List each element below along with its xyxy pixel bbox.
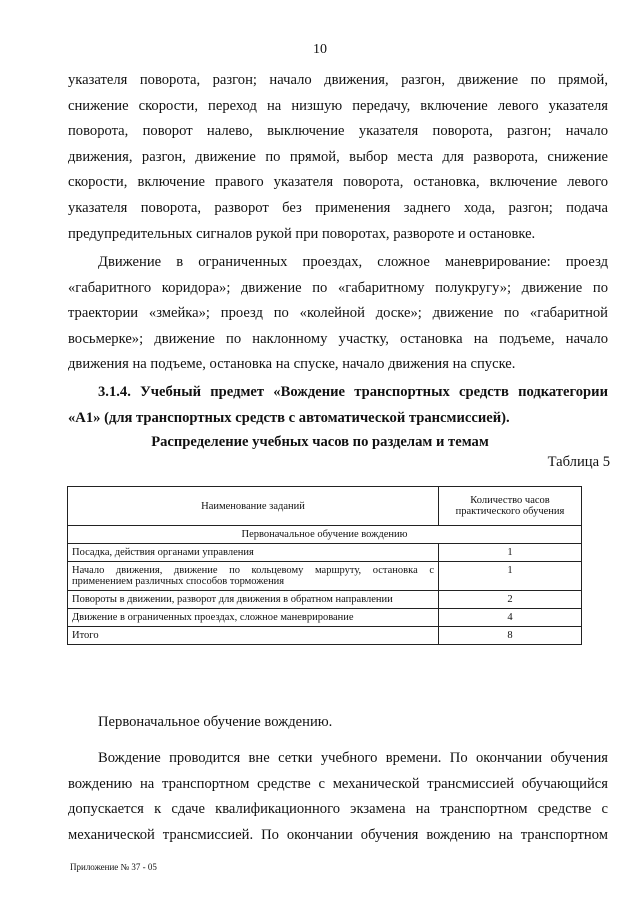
text-line: скорости, включение правого указателя поворота, остановка, включение левого bbox=[68, 174, 608, 191]
table-row bbox=[68, 609, 582, 627]
table-header-row bbox=[68, 487, 582, 526]
text-line: поворота, поворот налево, выключение указателя поворота, разгон; начало bbox=[68, 123, 608, 140]
table-caption: Таблица 5 bbox=[547, 454, 610, 470]
text-line: указателя поворота, разворот без применения заднего хода, разгон; подача bbox=[68, 199, 608, 216]
task-name: Движение в ограниченных проездах, сложное маневрирование bbox=[68, 609, 439, 627]
footer-appendix: Приложение № 37 - 05 bbox=[70, 862, 157, 872]
text-line: траектории «змейка»; проезд по «колейной доске»; движение по «габаритной bbox=[68, 305, 608, 322]
header-task-name: Наименование заданий bbox=[68, 487, 439, 526]
task-hours: 1 bbox=[439, 562, 582, 591]
task-hours: 1 bbox=[439, 544, 582, 562]
paragraph-driving-time bbox=[68, 746, 608, 848]
heading-line: «А1» (для транспортных средств с автоматической трансмиссией). bbox=[68, 409, 510, 426]
task-name: Начало движения, движение по кольцевому маршруту, остановка с применением различных способов торможения bbox=[68, 562, 439, 591]
text-line: снижение скорости, переход на низшую передачу, включение левого указателя bbox=[68, 97, 608, 114]
table-row bbox=[68, 544, 582, 562]
task-name: Посадка, действия органами управления bbox=[68, 544, 439, 562]
text-line: восьмерке»; движение по наклонному участку, остановка на подъеме, начало bbox=[68, 330, 608, 347]
table-total-row bbox=[68, 627, 582, 645]
hours-table bbox=[67, 486, 582, 645]
table-row bbox=[68, 591, 582, 609]
subheading-text: Первоначальное обучение вождению. bbox=[98, 714, 333, 730]
text-line: «габаритного коридора»; движение по «габаритному полукругу»; движение по bbox=[68, 279, 608, 296]
paragraph-restricted-driving bbox=[68, 250, 608, 378]
task-hours: 2 bbox=[439, 591, 582, 609]
text-line: указателя поворота, разгон; начало движения, разгон, движение по прямой, bbox=[68, 72, 608, 88]
page-number: 10 bbox=[313, 42, 327, 57]
section-row-label: Первоначальное обучение вождению bbox=[68, 526, 582, 544]
text-line: движения, разгон, движение по прямой, выбор места для разворота, снижение bbox=[68, 148, 608, 165]
text-line: Движение в ограниченных проездах, сложное маневрирование: проезд bbox=[98, 254, 608, 270]
paragraph-maneuvers bbox=[68, 68, 608, 247]
task-name: Повороты в движении, разворот для движения в обратном направлении bbox=[68, 591, 439, 609]
text-line: допускается к сдаче квалификационного экзамена на транспортном средстве с bbox=[68, 801, 608, 818]
text-line: движения на подъеме, остановка на спуске, начало движения на спуске. bbox=[68, 356, 516, 373]
text-line: механической трансмиссией. По окончании обучения вождению на транспортном bbox=[68, 826, 608, 843]
text-line: Вождение проводится вне сетки учебного времени. По окончании обучения bbox=[98, 750, 608, 766]
subheading bbox=[68, 710, 608, 736]
total-hours: 8 bbox=[439, 627, 582, 645]
section-heading bbox=[68, 380, 608, 431]
header-hours-line1: Количество часов bbox=[470, 495, 550, 506]
text-line: предупредительных сигналов рукой при поворотах, развороте и остановке. bbox=[68, 225, 536, 242]
text-line: вождению на транспортном средстве с механической трансмиссией обучающийся bbox=[68, 775, 608, 792]
task-hours: 4 bbox=[439, 609, 582, 627]
table-title: Распределение учебных часов по разделам и темам bbox=[151, 434, 489, 450]
header-hours bbox=[439, 487, 582, 526]
table-row bbox=[68, 562, 582, 591]
total-label: Итого bbox=[68, 627, 439, 645]
table-section-row bbox=[68, 526, 582, 544]
header-hours-line2: практического обучения bbox=[455, 506, 565, 517]
heading-line: 3.1.4. Учебный предмет «Вождение транспортных средств подкатегории bbox=[98, 384, 608, 400]
